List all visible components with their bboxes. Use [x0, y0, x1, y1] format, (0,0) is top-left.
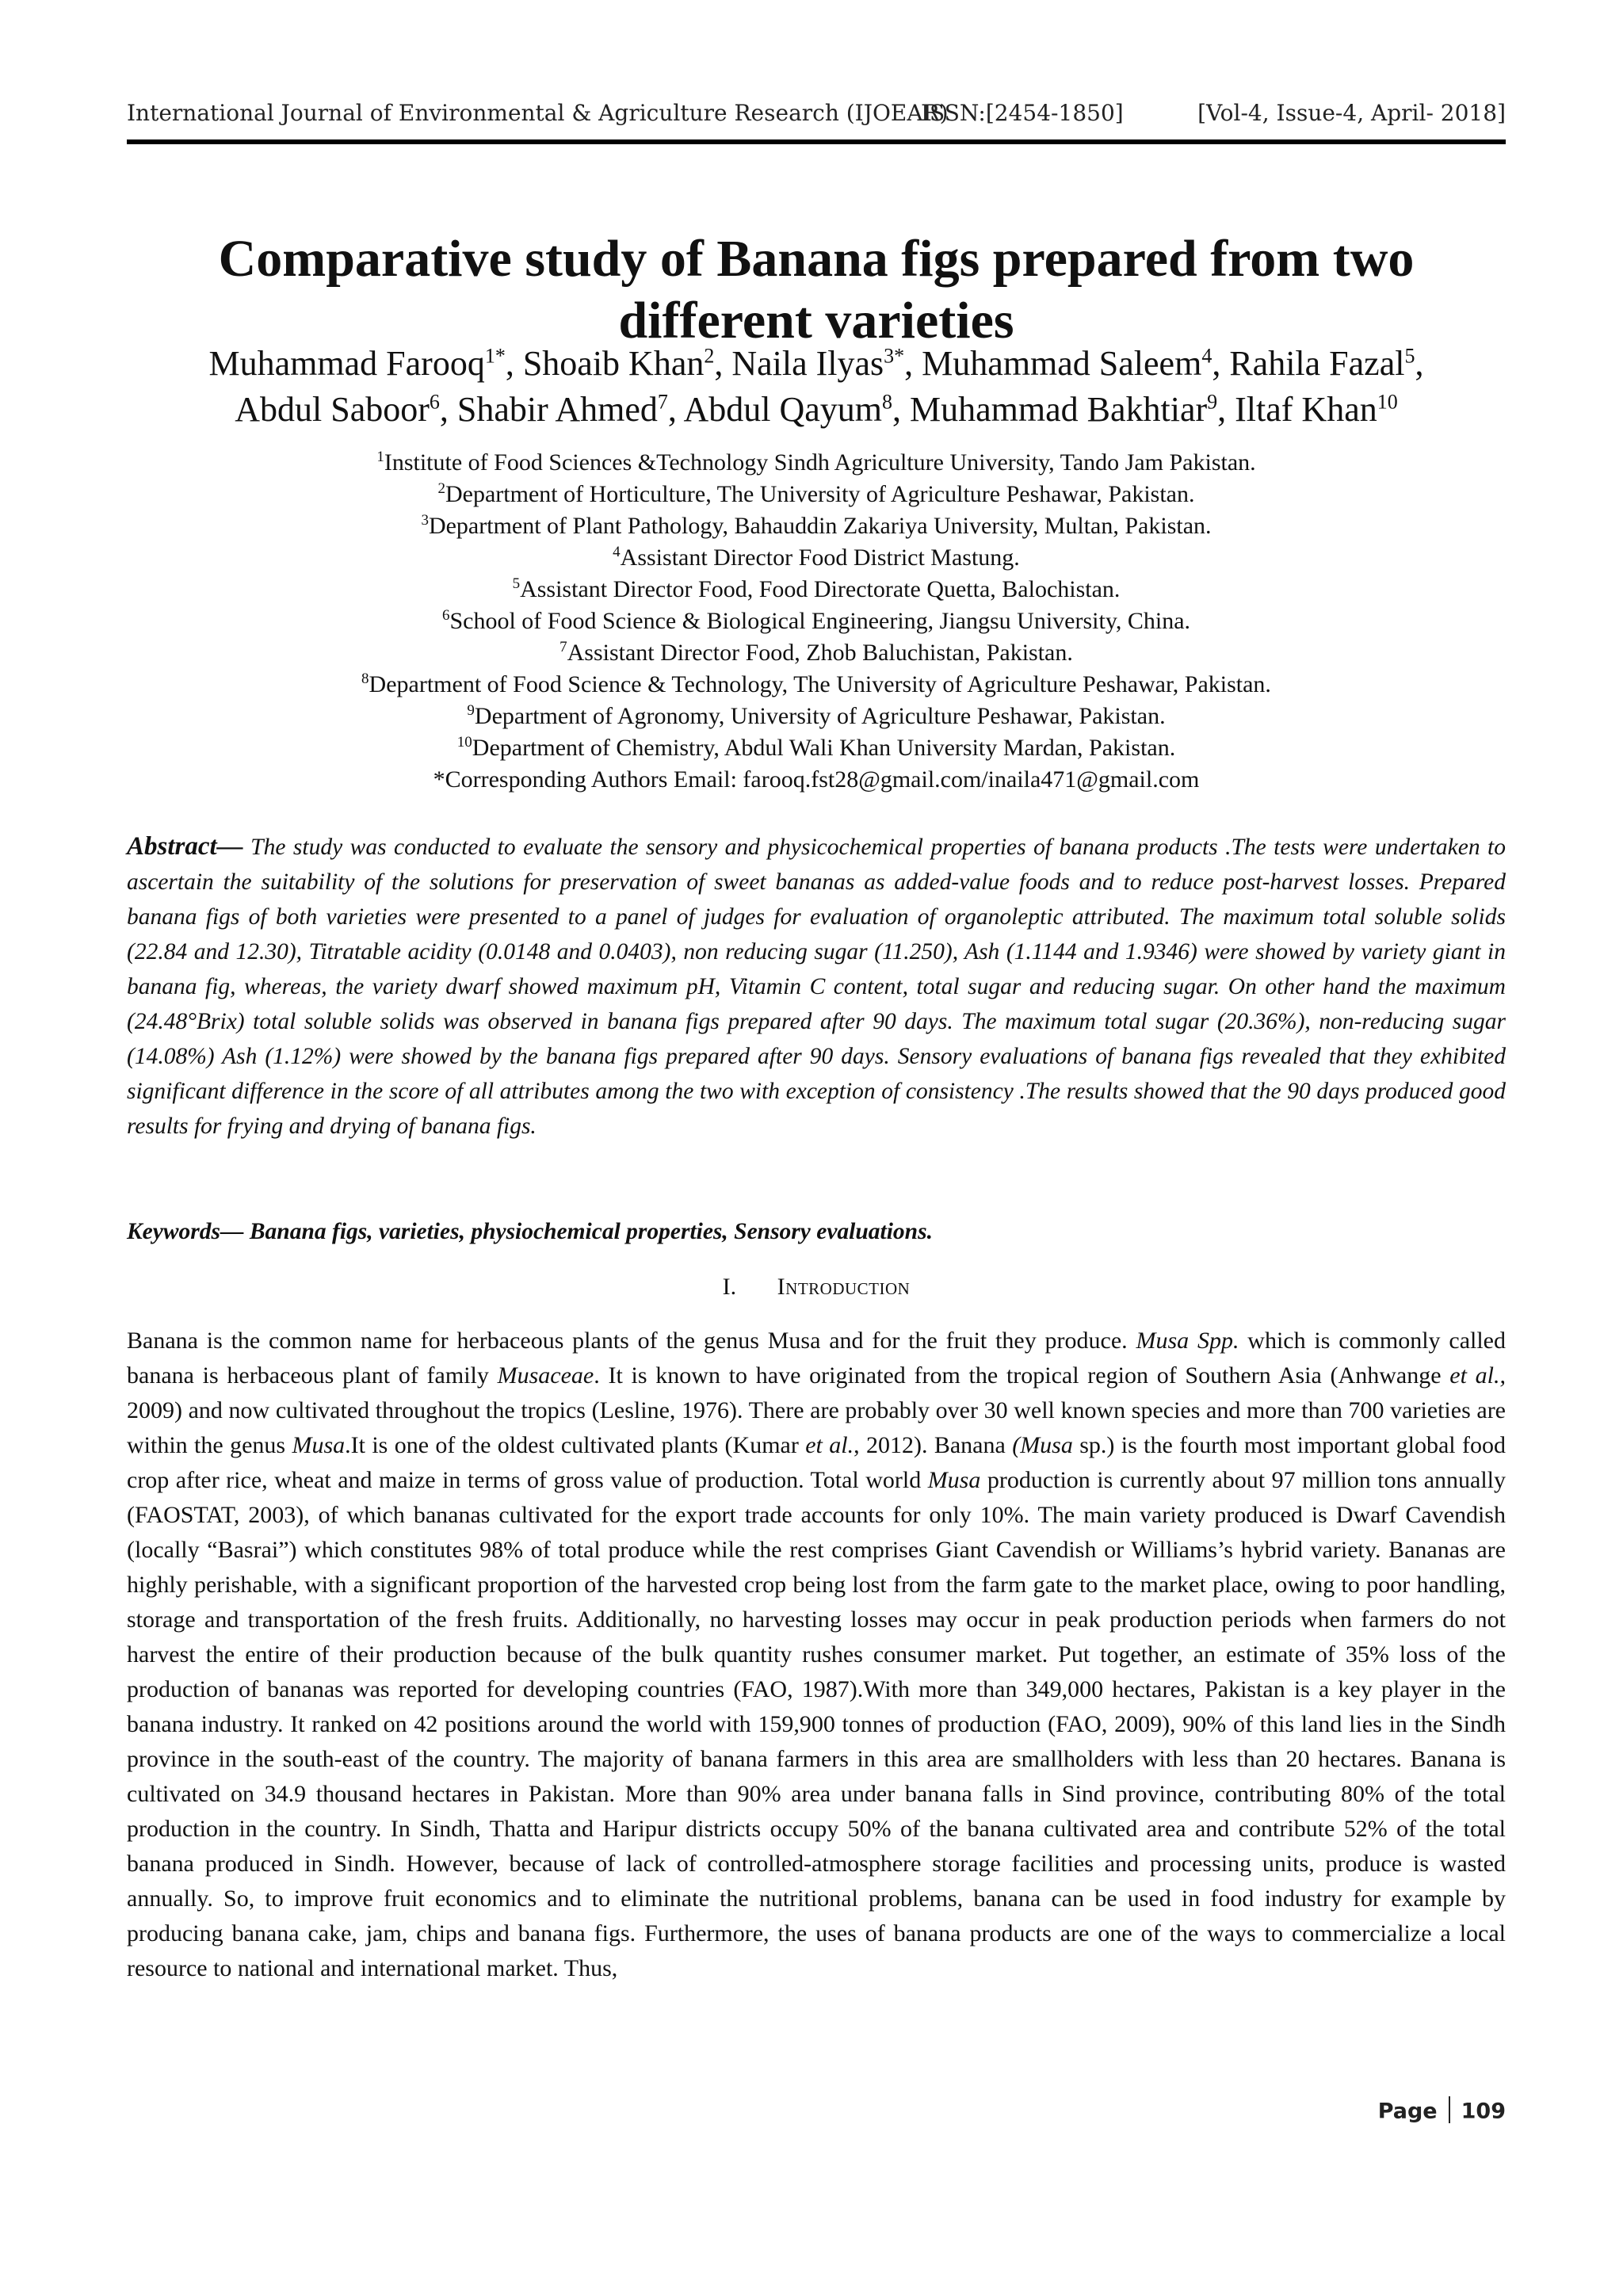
italic-term: Musa Spp.: [1136, 1328, 1239, 1354]
affiliation-superscript: 10: [456, 734, 472, 751]
affiliation-text: Department of Plant Pathology, Bahauddin Zakariya University, Multan, Pakistan.: [428, 513, 1212, 539]
author-name: Shabir Ahmed: [456, 390, 658, 429]
affiliation-superscript: 1: [376, 449, 384, 465]
author-name: Muhammad Saleem: [922, 344, 1202, 383]
author-name: Muhammad Farooq: [208, 344, 485, 383]
author-superscript: 1*: [484, 344, 506, 368]
italic-term: Musaceae: [497, 1362, 594, 1389]
volume-issue: [Vol-4, Issue-4, April- 2018]: [1197, 100, 1506, 126]
affiliation-list: [127, 447, 1506, 796]
affiliation-superscript: 7: [559, 639, 567, 655]
affiliation-superscript: 8: [361, 670, 369, 687]
italic-term: et al.,: [1449, 1362, 1506, 1389]
keywords-label: Keywords—: [127, 1219, 244, 1244]
affiliation-text: Institute of Food Sciences &Technology Sindh Agriculture University, Tando Jam Pakistan.: [384, 449, 1256, 476]
affiliation-superscript: 3: [421, 512, 429, 529]
affiliation-superscript: 5: [512, 575, 521, 592]
running-header: [127, 100, 1506, 135]
author-superscript: 6: [429, 390, 440, 414]
affiliation-text: Assistant Director Food, Zhob Baluchistan, Pakistan.: [567, 640, 1073, 666]
author-name: Abdul Qayum: [683, 390, 882, 429]
author-name: Rahila Fazal: [1229, 344, 1405, 383]
header-rule: [127, 139, 1506, 144]
affiliation-superscript: 2: [437, 480, 445, 497]
affiliation-item: [127, 510, 1506, 542]
affiliation-text: Department of Agronomy, University of Agriculture Peshawar, Pakistan.: [474, 703, 1166, 729]
affiliation-text: Assistant Director Food, Food Directorate Quetta, Balochistan.: [520, 576, 1121, 602]
italic-term: (Musa: [1012, 1432, 1073, 1458]
introduction-paragraph: Banana is the common name for herbaceous plants of the genus Musa and for the fruit they produce. Musa Spp. which is commonly called banana is herbaceous plant of family Musaceae. It is known to have originated from the tropical region of Southern Asia (Anhwange et al., 2009) and now cultivated throughout the tropics (Lesline, 1976). There are probably over 30 well known species and more than 700 varieties are within the genus Musa.It is one of the oldest cultivated plants (Kumar et al., 2012). Banana (Musa sp.) is the fourth most important global food crop after rice, wheat and maize in terms of gross value of production. Total world Musa production is currently about 97 million tons annually (FAOSTAT, 2003), of which bananas cultivated for the export trade accounts for only 10%. The main variety produced is Dwarf Cavendish (locally “Basrai”) which constitutes 98% of total produce while the rest comprises Giant Cavendish or Williams’s hybrid variety. Bananas are highly perishable, with a significant proportion of the harvested crop being lost from the farm gate to the market place, owing to poor handling, storage and transportation of the fresh fruits. Additionally, no harvesting losses may occur in peak production periods when farmers do not harvest the entire of their production because of the bulk quantity rushes consumer market. Put together, an estimate of 35% loss of the production of bananas was reported for developing countries (FAO, 1987).With more than 349,000 hectares, Pakistan is a key player in the banana industry. It ranked on 42 positions around the world with 159,900 tonnes of production (FAO, 2009), 90% of this land lies in the Sindh province in the south-east of the country. The majority of banana farmers in this area are smallholders with less than 20 hectares. Banana is cultivated on 34.9 thousand hectares in Pakistan. More than 90% area under banana falls in Sind province, contributing 80% of the total production in the country. In Sindh, Thatta and Haripur districts occupy 50% of the banana cultivated area and contribute 52% of the total banana produced in Sindh. However, because of lack of controlled-atmosphere storage facilities and processing units, produce is wasted annually. So, to improve fruit economics and to eliminate the nutritional problems, banana can be used in food industry for example by producing banana cake, jam, chips and banana figs. Furthermore, the uses of banana products are one of the ways to commercialize a local resource to national and international market. Thus,: [127, 1328, 1506, 1981]
italic-term: et al.: [805, 1432, 854, 1458]
affiliation-item: [127, 606, 1506, 637]
author-superscript: 5: [1404, 344, 1415, 368]
author-superscript: 4: [1201, 344, 1212, 368]
affiliation-text: Department of Chemistry, Abdul Wali Khan University Mardan, Pakistan.: [472, 735, 1176, 761]
keywords-text: Banana figs, varieties, physiochemical properties, Sensory evaluations.: [249, 1219, 933, 1244]
affiliation-text: School of Food Science & Biological Engineering, Jiangsu University, China.: [449, 608, 1191, 634]
author-name: Abdul Saboor: [235, 390, 430, 429]
author-superscript: 7: [657, 390, 668, 414]
affiliation-item: [127, 637, 1506, 669]
affiliation-item: [127, 542, 1506, 574]
author-name: Iltaf Khan: [1235, 390, 1377, 429]
journal-name: International Journal of Environmental & Agriculture Research (IJOEAR): [127, 100, 949, 126]
corresponding-email: *Corresponding Authors Email: farooq.fst28@gmail.com/inaila471@gmail.com: [433, 766, 1200, 793]
abstract-label: Abstract—: [127, 832, 243, 861]
italic-term: Musa: [927, 1467, 981, 1493]
affiliation-item: [127, 479, 1506, 510]
page-label: Page: [1377, 2099, 1438, 2124]
author-name: Naila Ilyas: [731, 344, 884, 383]
affiliation-text: Department of Food Science & Technology, The University of Agriculture Peshawar, Pakistan.: [369, 671, 1271, 697]
affiliation-superscript: 4: [613, 544, 621, 560]
section-title: Introduction: [777, 1274, 911, 1300]
italic-term: Musa: [292, 1432, 346, 1458]
issn: ISSN:[2454-1850]: [921, 100, 1124, 126]
affiliation-text: Department of Horticulture, The University of Agriculture Peshawar, Pakistan.: [445, 481, 1195, 507]
page-footer: [1378, 2099, 1506, 2134]
affiliation-item: [127, 574, 1506, 606]
author-list: Muhammad Farooq$^{1*}$, Shoaib Khan$^2$, Naila Ilyas$^{3*}$, Muhammad Saleem$^4$, Rahila Fazal$^5$, Abdul Saboor$^6$, Shabir Ahmed$^7$, Abdul Qayum$^8$, Muhammad Bakhtiar$^9$, Iltaf Khan$^{10}$: [208, 344, 1424, 429]
section-heading: [127, 1270, 1506, 1305]
author-superscript: 10: [1377, 390, 1398, 414]
affiliation-item: [127, 732, 1506, 764]
affiliation-text: Assistant Director Food District Mastung.: [620, 544, 1020, 571]
section-number: I.: [722, 1274, 737, 1300]
affiliation-superscript: 6: [441, 607, 450, 624]
affiliation-item: [127, 701, 1506, 732]
footer-separator: [1449, 2096, 1450, 2123]
affiliation-item: [127, 669, 1506, 701]
author-name: Muhammad Bakhtiar: [910, 390, 1208, 429]
author-superscript: 2: [704, 344, 715, 368]
author-superscript: 8: [882, 390, 892, 414]
affiliation-superscript: 9: [467, 702, 475, 719]
author-superscript: 3*: [884, 344, 905, 368]
paper-title: Comparative study of Banana figs prepared from two different varieties: [218, 230, 1415, 350]
keywords: [127, 1214, 1506, 1249]
abstract: [127, 829, 1506, 1144]
author-name: Shoaib Khan: [522, 344, 705, 383]
author-superscript: 9: [1207, 390, 1218, 414]
abstract-text: The study was conducted to evaluate the sensory and physicochemical properties of banana products .The tests were undertaken to ascertain the suitability of the solutions for preservation of sweet bananas as added-value foods and to reduce post-harvest losses. Prepared banana figs of both varieties were presented to a panel of judges for evaluation of organoleptic attributed. The maximum total soluble solids (22.84 and 12.30), Titratable acidity (0.0148 and 0.0403), non reducing sugar (11.250), Ash (1.1144 and 1.9346) were showed by variety giant in banana fig, whereas, the variety dwarf showed maximum pH, Vitamin C content, total sugar and reducing sugar. On other hand the maximum (24.48°Brix) total soluble solids was observed in banana figs prepared after 90 days. The maximum total sugar (20.36%), non-reducing sugar (14.08%) Ash (1.12%) were showed by the banana figs prepared after 90 days. Sensory evaluations of banana figs revealed that they exhibited significant difference in the score of all attributes among the two with exception of consistency .The results showed that the 90 days produced good results for frying and drying of banana figs.: [127, 835, 1507, 1139]
affiliation-item: [127, 447, 1506, 479]
page-number: 109: [1461, 2099, 1506, 2124]
